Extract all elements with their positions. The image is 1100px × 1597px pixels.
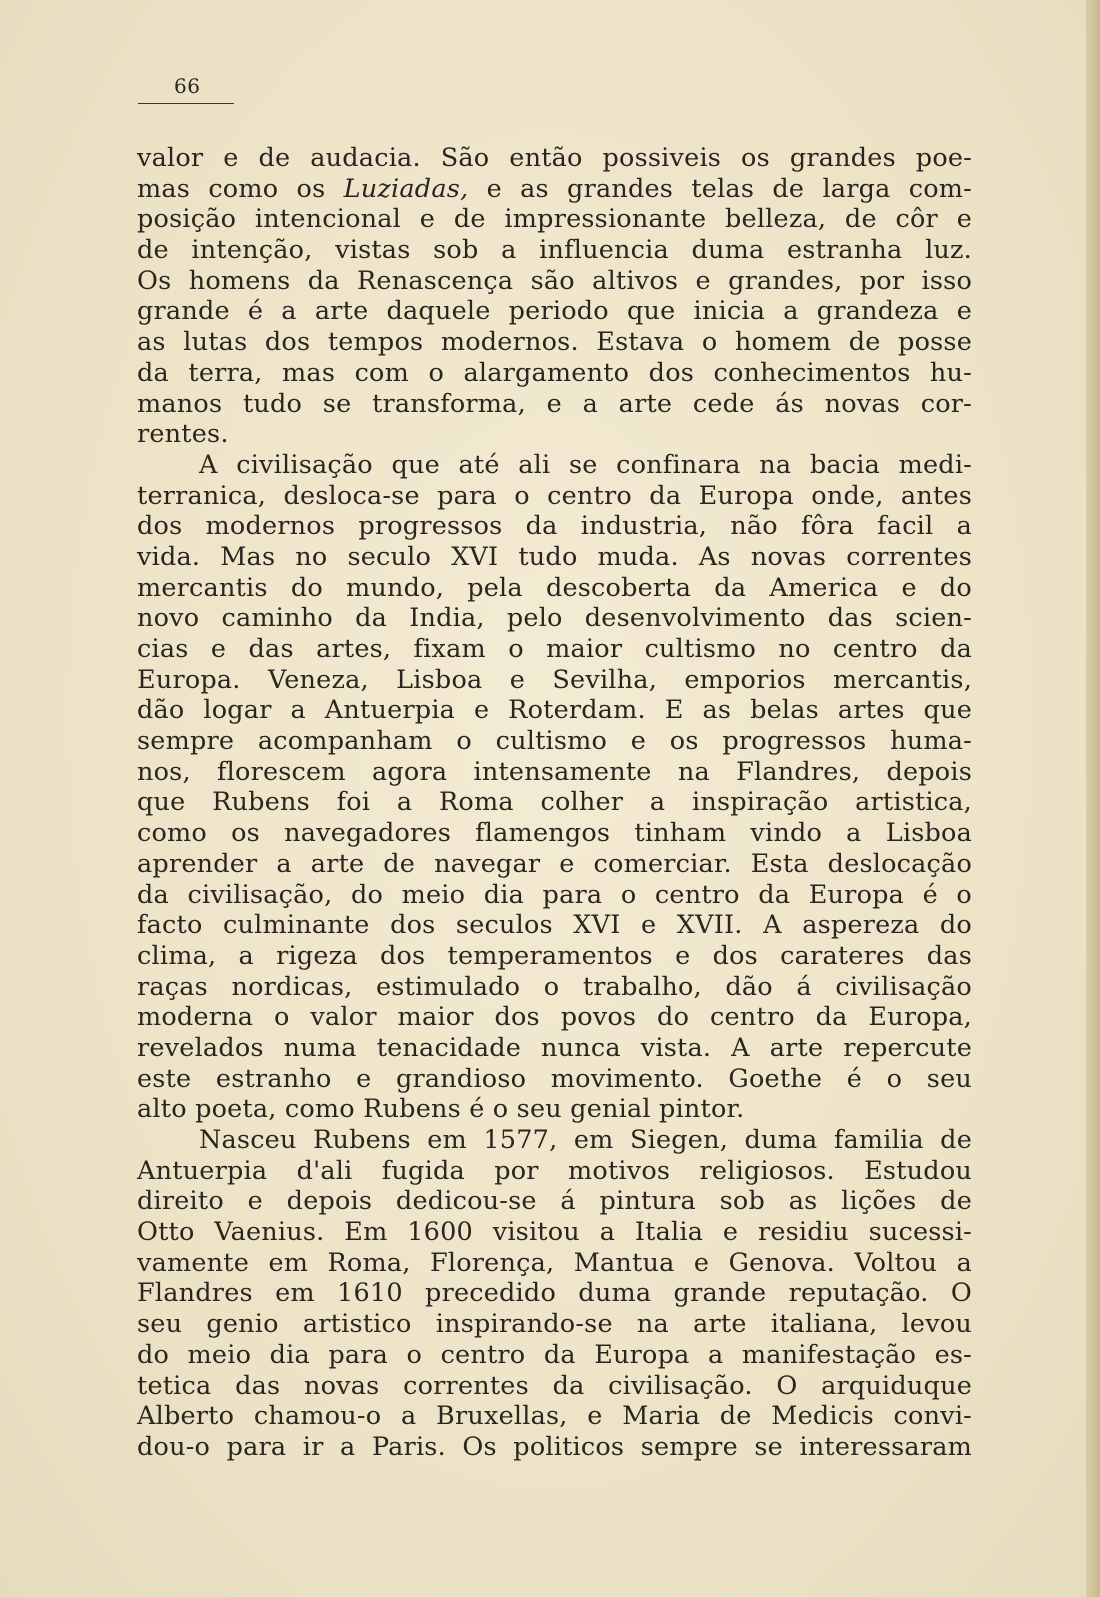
text-line: Europa. Veneza, Lisboa e Sevilha, emporios mercantis, [137,664,972,695]
text-line: raças nordicas, estimulado o trabalho, dão á civilisação [137,971,972,1002]
text-line: nos, florescem agora intensamente na Flandres, depois [137,756,972,787]
body-text [137,143,972,1463]
text-line: como os navegadores flamengos tinham vindo a Lisboa [137,818,972,849]
text-line: tetica das novas correntes da civilisação. O arquiduque [137,1370,972,1401]
text-line: dou-o para ir a Paris. Os politicos sempre se interessaram [137,1431,972,1462]
text-line: da terra, mas com o alargamento dos conhecimentos hu- [137,357,972,388]
text-line: aprender a arte de navegar e comerciar. Esta deslocação [137,848,972,879]
text-line: vamente em Roma, Florença, Mantua e Genova. Voltou a [137,1247,972,1278]
text-line: grande é a arte daquele periodo que inicia a grandeza e [137,296,972,327]
text-line: direito e depois dedicou-se á pintura sob as lições de [137,1186,972,1217]
text-line: valor e de audacia. São então possiveis os grandes poe- [137,143,972,173]
text-line: sempre acompanham o cultismo e os progressos huma- [137,726,972,757]
text-line: novo caminho da India, pelo desenvolvimento das scien- [137,603,972,634]
text-line: da civilisação, do meio dia para o centro da Europa é o [137,879,972,910]
page-edge-shadow [1086,0,1100,1597]
text-line: vida. Mas no seculo XVI tudo muda. As novas correntes [137,541,972,572]
text-line: dos modernos progressos da industria, não fôra facil a [137,511,972,542]
text-line: mas como os Luziadas, e as grandes telas de larga com- [137,173,973,204]
paragraph-start: Nasceu Rubens em 1577, em Siegen, duma familia de [199,1125,972,1155]
text-line: cias e das artes, fixam o maior cultismo no centro da [137,634,972,664]
book-title-emphasis: Luziadas, [343,173,469,204]
text-line: posição intencional e de impressionante belleza, de côr e [137,204,972,235]
text-line: facto culminante dos seculos XVI e XVII. A aspereza do [137,910,972,941]
paragraph-start: A civilisação que até ali se confinara na bacia medi- [199,449,972,480]
text-line: seu genio artistico inspirando-se na arte italiana, levou [137,1309,972,1340]
text-line: do meio dia para o centro da Europa a manifestação es- [137,1339,972,1370]
text-line: rentes. [137,419,229,450]
text-line: dão logar a Antuerpia e Roterdam. E as belas artes que [137,695,972,726]
header-rule [138,103,234,104]
text-line: Alberto chamou-o a Bruxellas, e Maria de Medicis convi- [137,1401,972,1432]
text-line: as lutas dos tempos modernos. Estava o homem de posse [137,327,972,358]
text-line: este estranho e grandioso movimento. Goethe é o seu [137,1063,972,1094]
text-line: revelados numa tenacidade nunca vista. A arte repercute [137,1032,972,1063]
text-line: Antuerpia d'ali fugida por motivos religiosos. Estudou [137,1155,972,1186]
text-line: Otto Vaenius. Em 1600 visitou a Italia e residiu sucessi- [137,1217,972,1248]
text-line: terranica, desloca-se para o centro da Europa onde, antes [137,480,972,511]
text-line: alto poeta, como Rubens é o seu genial pintor. [137,1094,745,1125]
text-line: clima, a rigeza dos temperamentos e dos carateres das [137,940,972,971]
text-line: mercantis do mundo, pela descoberta da America e do [137,572,972,603]
text-line: Os homens da Renascença são altivos e grandes, por isso [137,265,972,296]
text-line: manos tudo se transforma, e a arte cede ás novas cor- [137,388,972,419]
text-line: de intenção, vistas sob a influencia duma estranha luz. [137,235,972,266]
page-number: 66 [174,74,201,98]
text-line: que Rubens foi a Roma colher a inspiração artistica, [137,787,972,818]
text-line: Flandres em 1610 precedido duma grande reputação. O [137,1278,972,1309]
text-line: moderna o valor maior dos povos do centro da Europa, [137,1002,972,1033]
